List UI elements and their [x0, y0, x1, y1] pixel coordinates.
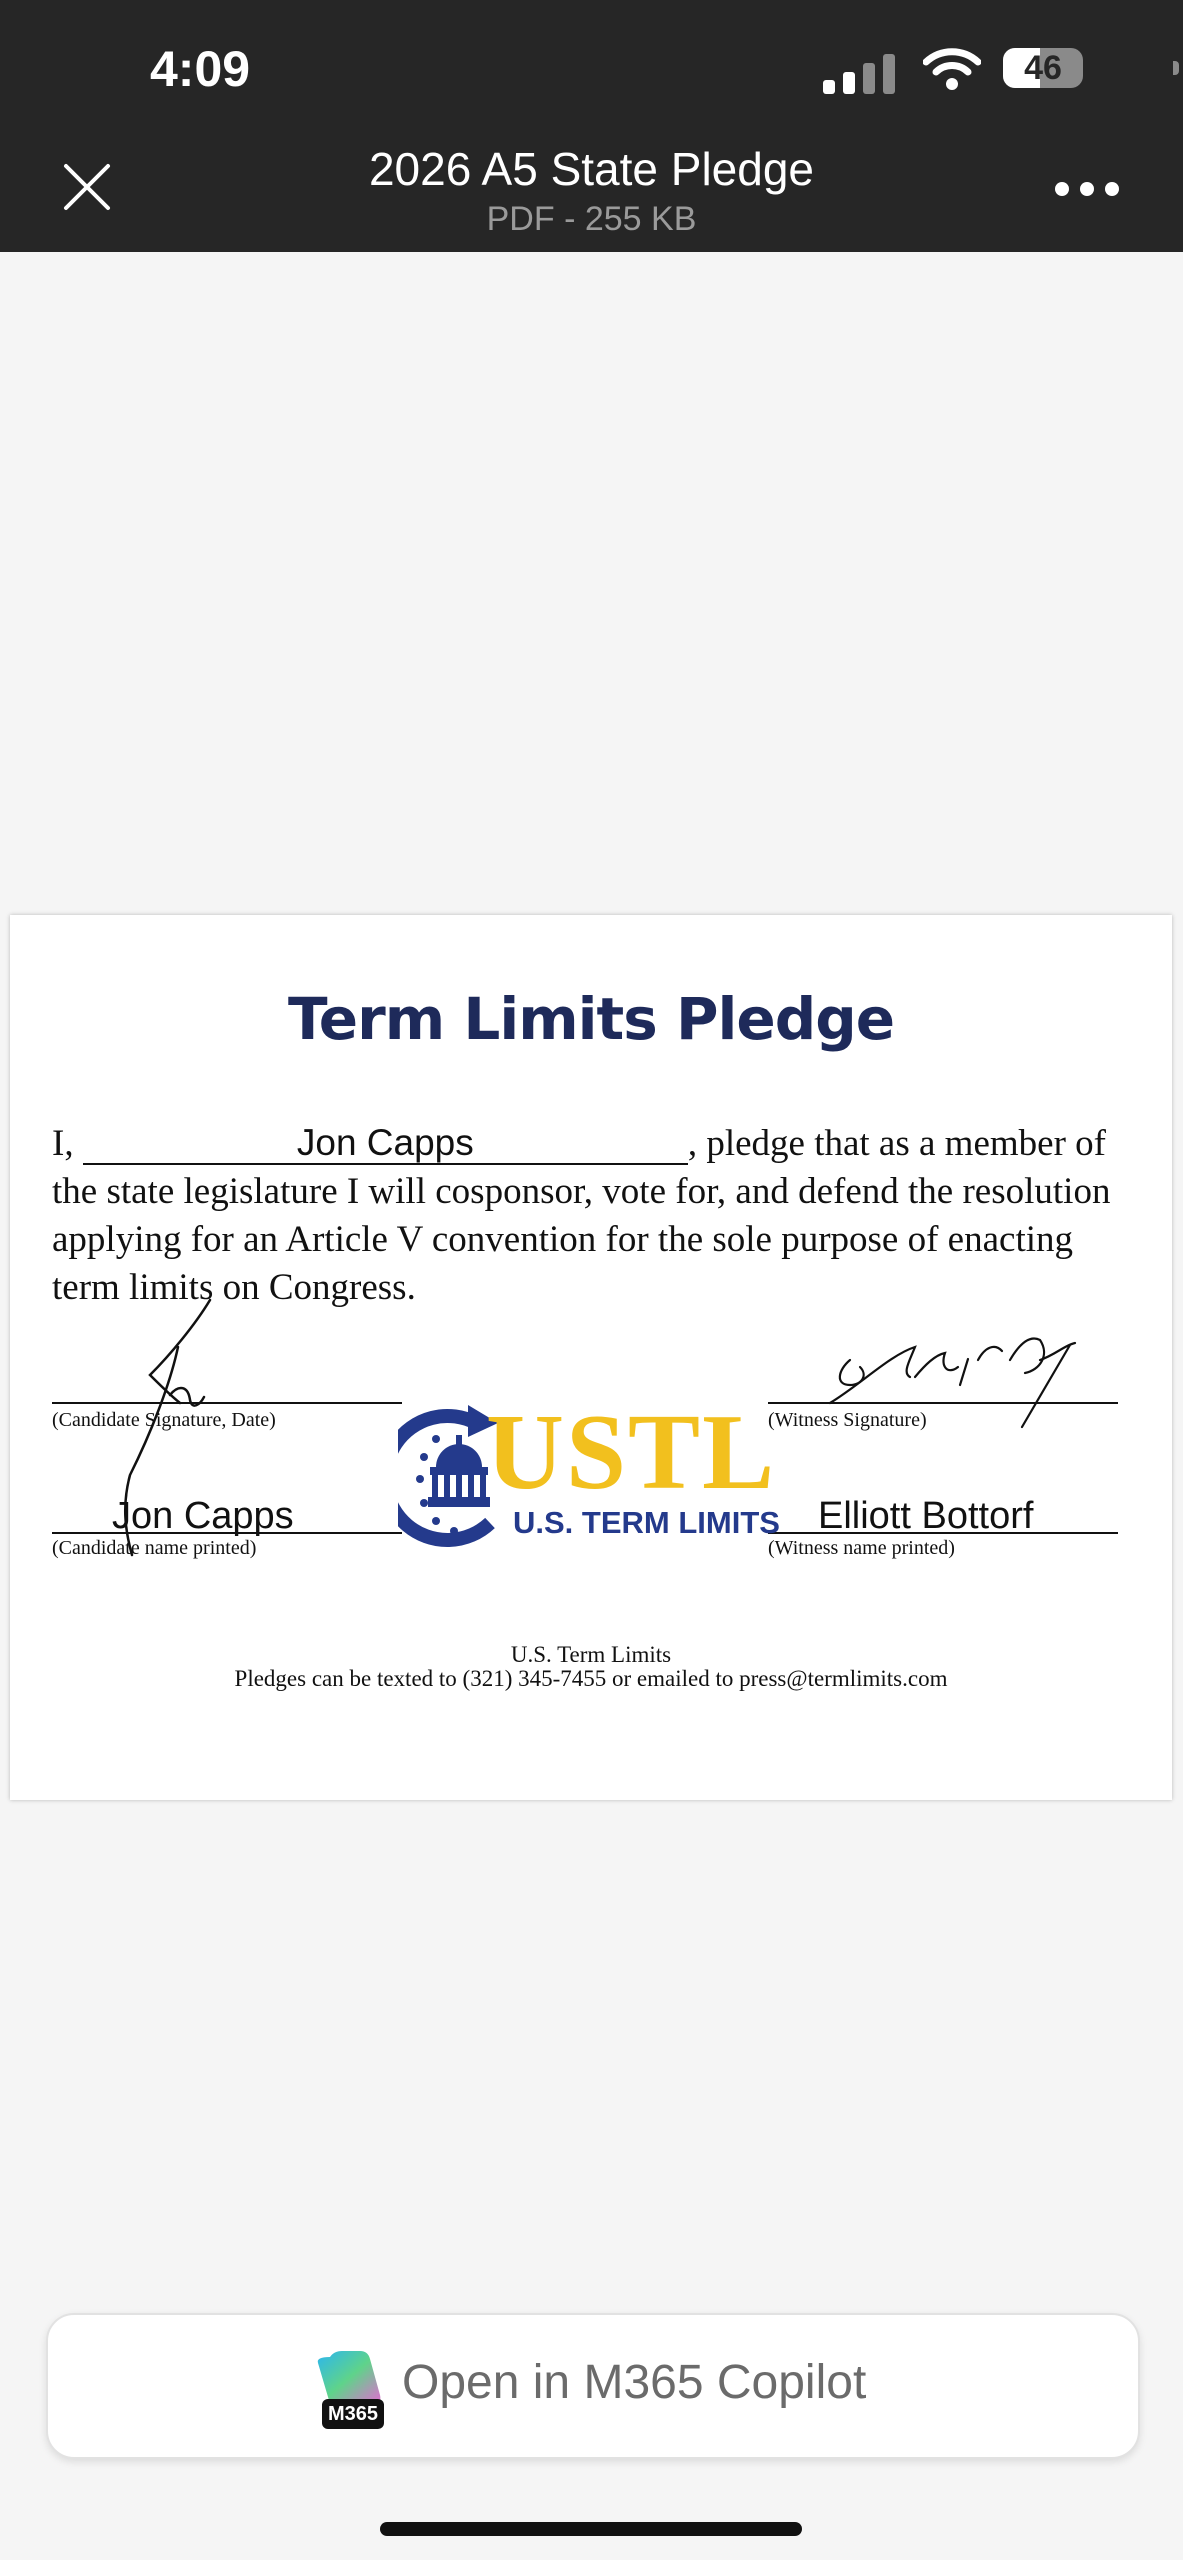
pledge-text [52, 1120, 1142, 1312]
ustl-logo [398, 1393, 780, 1553]
more-options-icon[interactable] [1055, 180, 1119, 198]
pledge-prefix: I, [52, 1123, 83, 1164]
open-in-copilot-label: Open in M365 Copilot [402, 2356, 867, 2409]
logo-wordmark: USTL [486, 1393, 777, 1512]
signal-icon [823, 50, 903, 94]
battery-nub [1173, 61, 1179, 75]
witness-name-printed: Elliott Bottorf [818, 1495, 1034, 1537]
document-subtitle: PDF - 255 KB [486, 200, 697, 238]
pdf-page [10, 915, 1172, 1800]
candidate-signature-line [52, 1402, 402, 1404]
candidate-name-line [52, 1532, 402, 1534]
witness-signature-caption: (Witness Signature) [768, 1409, 927, 1431]
copilot-icon [306, 2351, 390, 2427]
status-time: 4:09 [150, 41, 251, 97]
logo-tagline: U.S. TERM LIMITS [513, 1505, 780, 1540]
footer-organization: U.S. Term Limits [510, 1642, 672, 1667]
document-title: 2026 A5 State Pledge [368, 143, 815, 195]
candidate-name-caption: (Candidate name printed) [52, 1537, 257, 1559]
home-indicator[interactable] [380, 2522, 802, 2536]
candidate-name-printed: Jon Capps [112, 1495, 294, 1537]
pledge-body: , pledge that as a member of the state legislature I will cosponsor, vote for, and defend the resolution applying for an Article V convention for the sole purpose of enacting term limits on Congress. [52, 1123, 1111, 1308]
top-bar [0, 0, 1183, 252]
pledge-name-field: Jon Capps [83, 1123, 688, 1165]
footer-contact: Pledges can be texted to (321) 345-7455 or emailed to press@termlimits.com [234, 1666, 948, 1691]
battery-level-text: 46 [1024, 49, 1062, 87]
pledge-title: Term Limits Pledge [287, 985, 895, 1053]
witness-name-line [768, 1532, 1118, 1534]
wifi-icon [923, 46, 981, 92]
open-in-copilot-button[interactable] [46, 2313, 1140, 2459]
witness-name-caption: (Witness name printed) [768, 1537, 955, 1559]
battery-icon [1003, 48, 1083, 88]
m365-badge: M365 [322, 2399, 384, 2429]
candidate-signature-caption: (Candidate Signature, Date) [52, 1409, 276, 1431]
witness-signature-line [768, 1402, 1118, 1404]
